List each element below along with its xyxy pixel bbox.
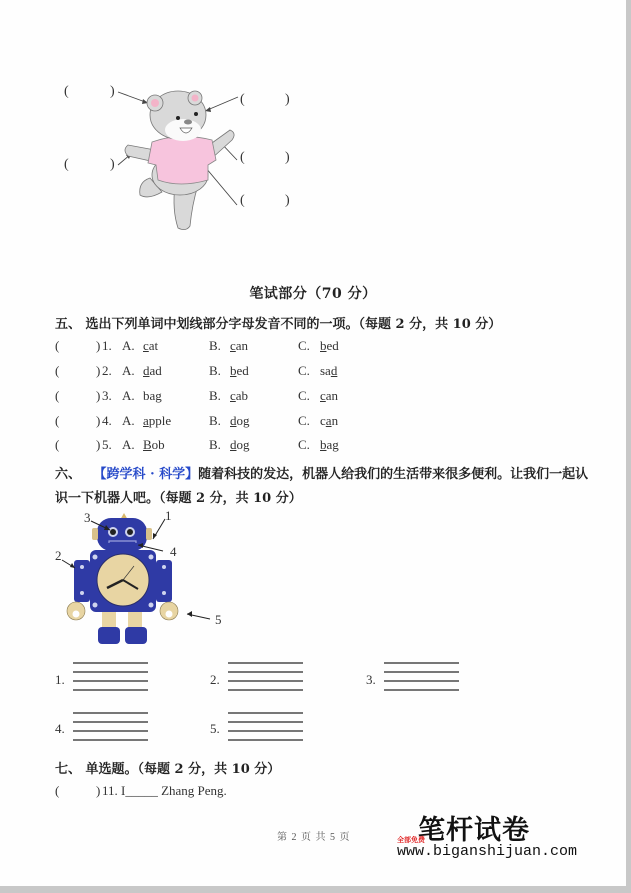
bear-blank-ear-open: (	[64, 84, 69, 99]
option-c-word: sad	[320, 363, 338, 378]
option-c-label: C.	[298, 338, 310, 353]
option-a-label: A.	[122, 437, 135, 452]
section7-heading: 七、 单选题。（每题 2 分，共 10 分）	[55, 762, 281, 777]
option-b-label: B.	[209, 338, 221, 353]
option-b-word: dog	[230, 437, 250, 452]
option-b-word: dog	[230, 413, 250, 428]
question-number: 2.	[102, 363, 112, 378]
answer-lines-5[interactable]	[228, 712, 303, 748]
bear-blank-eye-open: (	[240, 92, 245, 107]
option-c-word: bag	[320, 437, 339, 452]
option-b-word: cab	[230, 388, 249, 403]
question-number: 5.	[102, 437, 112, 452]
answer-paren-open[interactable]: (	[55, 338, 60, 353]
option-a-label: A.	[122, 363, 135, 378]
option-c-label: C.	[298, 388, 310, 403]
answer-lines-1[interactable]	[73, 662, 148, 698]
question-text: 11. I_____ Zhang Peng.	[102, 783, 227, 798]
option-c-word: bed	[320, 338, 339, 353]
bear-illustration	[100, 80, 260, 240]
brand-name: 笔杆试卷	[418, 815, 530, 846]
bear-blank-eye-close: )	[285, 92, 290, 107]
section6-prefix: 六、	[55, 467, 82, 482]
option-b-word: bed	[230, 363, 249, 378]
bear-blank-ear-close: )	[110, 84, 115, 99]
answer-paren-close: )	[96, 363, 101, 378]
option-b-label: B.	[209, 388, 221, 403]
page-number: 第 2 页 共 5 页	[277, 832, 351, 843]
interdisciplinary-tag: 【跨学科 · 科学】	[93, 467, 199, 482]
answer-number-3: 3.	[366, 672, 376, 687]
bear-blank-mouth-close: )	[285, 193, 290, 208]
answer-paren-close: )	[96, 338, 101, 353]
robot-label-3: 3	[84, 510, 91, 525]
answer-number-4: 4.	[55, 721, 65, 736]
answer-paren-close: )	[96, 388, 101, 403]
answer-paren-close: )	[96, 437, 101, 452]
answer-lines-2[interactable]	[228, 662, 303, 698]
option-c-label: C.	[298, 437, 310, 452]
bear-blank-hand-right-open: (	[240, 150, 245, 165]
answer-paren-close: )	[96, 413, 101, 428]
brand-url[interactable]: www.biganshijuan.com	[397, 843, 578, 860]
question-number: 1.	[102, 338, 112, 353]
bear-blank-mouth-open: (	[240, 193, 245, 208]
question-row	[0, 437, 626, 455]
answer-paren-close: )	[96, 783, 101, 798]
answer-number-5: 5.	[210, 721, 220, 736]
answer-paren-open[interactable]: (	[55, 388, 60, 403]
answer-paren-open[interactable]: (	[55, 783, 60, 798]
robot-illustration	[50, 505, 230, 650]
option-b-label: B.	[209, 363, 221, 378]
option-c-word: can	[320, 388, 339, 403]
option-b-word: can	[230, 338, 249, 353]
option-b-label: B.	[209, 437, 221, 452]
option-a-word: Bob	[143, 437, 165, 452]
option-a-word: apple	[143, 413, 172, 428]
answer-paren-open[interactable]: (	[55, 437, 60, 452]
robot-label-5: 5	[215, 612, 222, 627]
option-a-word: bag	[143, 388, 162, 403]
written-part-title: 笔试部分（70 分）	[249, 286, 377, 302]
option-c-label: C.	[298, 363, 310, 378]
question-row	[0, 388, 626, 406]
bear-blank-hand-left-close: )	[110, 157, 115, 172]
section6-heading-line1	[55, 463, 588, 482]
question-row	[0, 363, 626, 381]
answer-paren-open[interactable]: (	[55, 413, 60, 428]
question-row	[0, 338, 626, 356]
option-b-label: B.	[209, 413, 221, 428]
answer-number-1: 1.	[55, 672, 65, 687]
option-c-label: C.	[298, 413, 310, 428]
question-number: 4.	[102, 413, 112, 428]
answer-number-2: 2.	[210, 672, 220, 687]
question-number: 3.	[102, 388, 112, 403]
option-a-label: A.	[122, 413, 135, 428]
bear-blank-hand-right-close: )	[285, 150, 290, 165]
option-a-word: dad	[143, 363, 162, 378]
answer-lines-3[interactable]	[384, 662, 459, 698]
robot-label-1: 1	[165, 508, 172, 523]
answer-paren-open[interactable]: (	[55, 363, 60, 378]
robot-label-4: 4	[170, 544, 177, 559]
section5-heading: 五、 选出下列单词中划线部分字母发音不同的一项。（每题 2 分，共 10 分）	[55, 317, 502, 332]
option-a-label: A.	[122, 338, 135, 353]
option-a-word: cat	[143, 338, 159, 353]
brand-tag: 全部免费	[397, 836, 425, 844]
section6-intro: 随着科技的发达，机器人给我们的生活带来很多便利。让我们一起认	[198, 467, 589, 482]
question-row	[0, 783, 626, 801]
answer-lines-4[interactable]	[73, 712, 148, 748]
bear-blank-hand-left-open: (	[64, 157, 69, 172]
question-row	[0, 413, 626, 431]
section6-heading-line2: 识一下机器人吧。（每题 2 分，共 10 分）	[55, 491, 302, 506]
option-c-word: can	[320, 413, 339, 428]
robot-label-2: 2	[55, 548, 62, 563]
option-a-label: A.	[122, 388, 135, 403]
